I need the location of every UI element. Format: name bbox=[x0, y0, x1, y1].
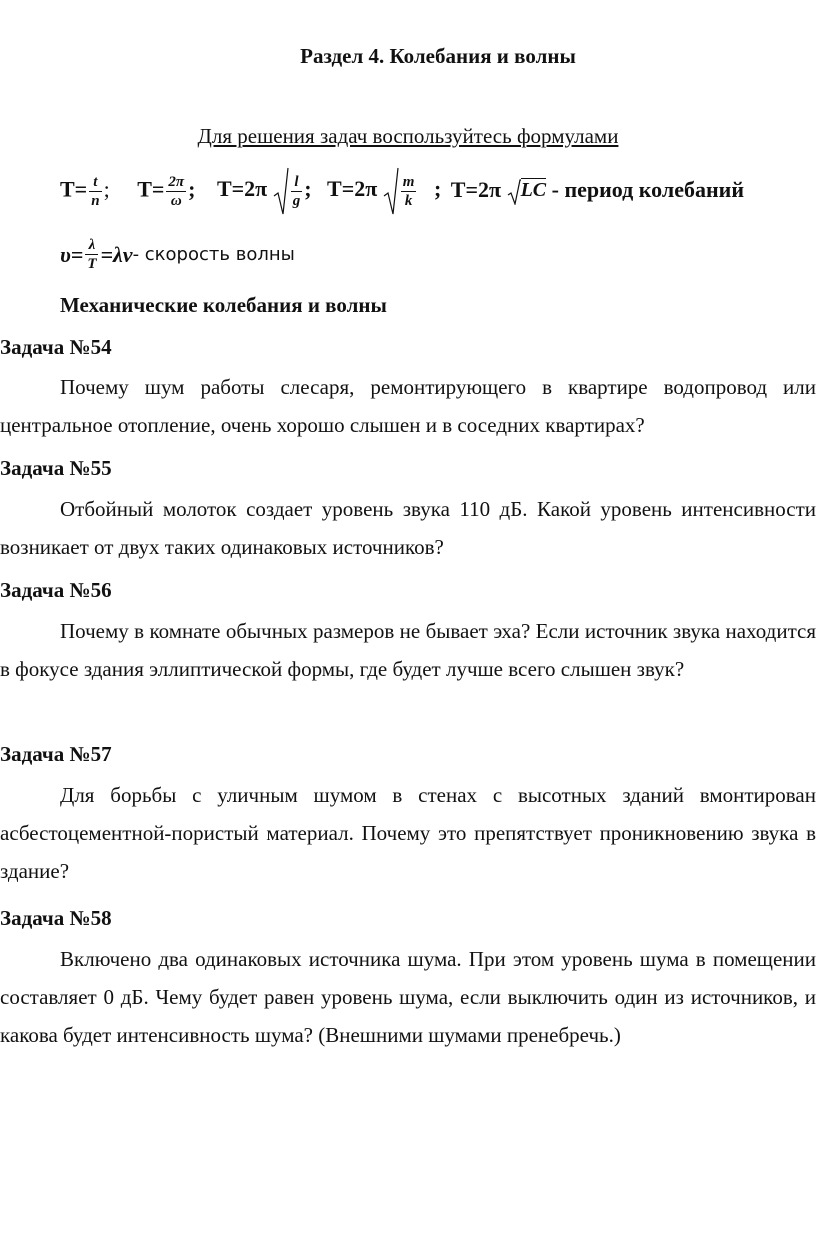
formula-2-numerator: 2π bbox=[168, 173, 185, 190]
formula-2-separator: ; bbox=[188, 176, 196, 202]
formula-5-sqrt bbox=[507, 179, 547, 206]
period-label: - период колебаний bbox=[551, 176, 745, 202]
formula-3 bbox=[217, 166, 312, 216]
task-text: Включено два одинаковых источника шума. При этом уровень шума в помещении составляет 0 дБ. Чему будет равен уровень шума, если выключить один из источников, и какова будет интенсивность шума? (Внешними шумами пренебречь.) bbox=[0, 947, 816, 1047]
formula-1-denominator: n bbox=[91, 192, 100, 209]
task-heading: Задача №54 bbox=[0, 335, 112, 359]
formula-3-separator: ; bbox=[304, 176, 312, 202]
task-heading: Задача №58 bbox=[0, 906, 112, 930]
task-heading: Задача №55 bbox=[0, 456, 112, 480]
formula-1-fraction bbox=[89, 173, 101, 210]
speed-lhs: υ= bbox=[60, 241, 84, 267]
formula-4-denominator: k bbox=[404, 192, 413, 209]
formula-5 bbox=[451, 177, 744, 205]
formula-1-lhs: T= bbox=[60, 176, 88, 202]
formula-2-lhs: T= bbox=[137, 176, 165, 202]
formulas-intro: Для решения задач воспользуйтесь формулами bbox=[197, 124, 619, 148]
radical-sign-icon bbox=[507, 179, 521, 205]
period-formulas bbox=[60, 166, 744, 226]
formula-2-denominator: ω bbox=[170, 192, 182, 209]
speed-rhs: =λν bbox=[100, 241, 133, 267]
formula-4 bbox=[327, 166, 441, 216]
speed-label: - скорость волны bbox=[132, 244, 295, 265]
radical-sign-icon bbox=[383, 166, 399, 216]
formula-3-denominator: g bbox=[292, 192, 301, 209]
task-text: Отбойный молоток создает уровень звука 110 дБ. Какой уровень интенсивности возникает от двух таких одинаковых источников? bbox=[0, 497, 816, 559]
formula-5-radicand: LC bbox=[520, 178, 547, 201]
task-text: Почему в комнате обычных размеров не бывает эха? Если источник звука находится в фокусе здания эллиптической формы, где будет лучше всего слышен звук? bbox=[0, 619, 816, 681]
formula-2 bbox=[137, 173, 195, 210]
task-heading: Задача №56 bbox=[0, 578, 112, 602]
speed-fraction bbox=[85, 236, 98, 273]
formula-1-numerator: t bbox=[89, 173, 101, 192]
formula-4-numerator: m bbox=[402, 173, 415, 190]
formula-3-lhs: T=2π bbox=[216, 176, 268, 202]
section-heading: Механические колебания и волны bbox=[60, 293, 387, 317]
formula-4-lhs: T=2π bbox=[327, 176, 378, 202]
formula-2-fraction bbox=[166, 173, 186, 210]
wave-speed-formula bbox=[60, 236, 295, 273]
speed-denominator: T bbox=[87, 256, 97, 272]
formula-3-numerator: l bbox=[291, 173, 303, 192]
formula-4-separator: ; bbox=[433, 176, 442, 202]
formula-5-lhs: T=2π bbox=[450, 176, 502, 202]
formula-4-sqrt bbox=[383, 166, 419, 216]
formula-3-sqrt bbox=[273, 166, 305, 216]
radical-sign-icon bbox=[273, 166, 289, 216]
formula-1 bbox=[60, 173, 110, 210]
formula-1-separator: ; bbox=[103, 176, 110, 202]
task-text: Для борьбы с уличным шумом в стенах с высотных зданий вмонтирован асбестоцементной-пористый материал. Почему это препятствует проникновению звука в здание? bbox=[0, 783, 816, 883]
formula-4-fraction bbox=[401, 173, 417, 210]
page-title: Раздел 4. Колебания и волны bbox=[300, 44, 576, 68]
formula-3-fraction bbox=[291, 173, 303, 210]
speed-numerator: λ bbox=[85, 236, 98, 255]
task-text: Почему шум работы слесаря, ремонтирующего в квартире водопровод или центральное отопление, очень хорошо слышен и в соседних квартирах? bbox=[0, 375, 816, 437]
task-heading: Задача №57 bbox=[0, 742, 112, 766]
